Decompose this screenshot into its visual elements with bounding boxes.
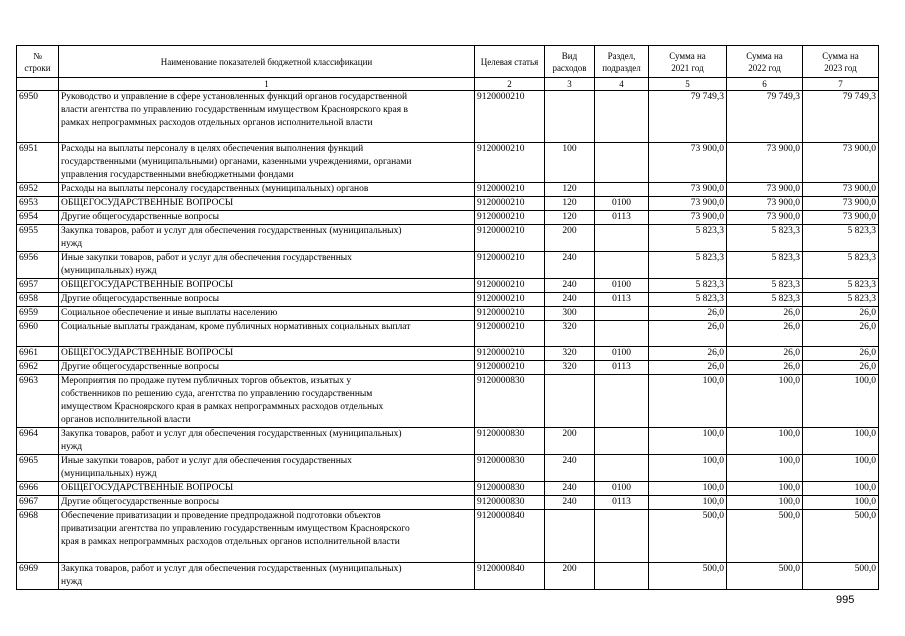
table-row <box>17 183 879 197</box>
indicator-name: Расходы на выплаты персоналу в целях обеспечения выполнения функций государственными (муниципальными) органами, казенными учреждениями, органами управления государственными внебюджетными фондами <box>59 143 475 183</box>
sum-2023: 100,0 <box>803 482 879 496</box>
row-number: 6953 <box>17 197 59 211</box>
section-subsection <box>595 183 649 197</box>
row-number: 6952 <box>17 183 59 197</box>
expense-kind: 320 <box>545 321 595 347</box>
sum-2023: 500,0 <box>803 563 879 590</box>
table-row <box>17 293 879 307</box>
sum-2022: 73 900,0 <box>727 183 803 197</box>
target-article: 9120000830 <box>475 482 545 496</box>
indicator-name: Закупка товаров, работ и услуг для обеспечения государственных (муниципальных) нужд <box>59 225 475 252</box>
section-subsection <box>595 143 649 183</box>
expense-kind: 240 <box>545 293 595 307</box>
row-number: 6966 <box>17 482 59 496</box>
sum-2021: 26,0 <box>649 307 727 321</box>
table-row <box>17 279 879 293</box>
target-article: 9120000830 <box>475 375 545 428</box>
section-subsection: 0113 <box>595 361 649 375</box>
sum-2023: 5 823,3 <box>803 279 879 293</box>
expense-kind: 200 <box>545 428 595 455</box>
target-article: 9120000210 <box>475 252 545 279</box>
expense-kind: 240 <box>545 455 595 482</box>
row-number: 6950 <box>17 91 59 143</box>
sum-2023: 73 900,0 <box>803 183 879 197</box>
column-number: 3 <box>545 78 595 91</box>
sum-2022: 79 749,3 <box>727 91 803 143</box>
target-article: 9120000210 <box>475 197 545 211</box>
expense-kind: 240 <box>545 482 595 496</box>
table-row <box>17 455 879 482</box>
sum-2021: 500,0 <box>649 563 727 590</box>
sum-2021: 26,0 <box>649 321 727 347</box>
table-row <box>17 428 879 455</box>
column-number: 5 <box>649 78 727 91</box>
target-article: 9120000210 <box>475 91 545 143</box>
table-row <box>17 252 879 279</box>
sum-2022: 5 823,3 <box>727 252 803 279</box>
indicator-name: ОБЩЕГОСУДАРСТВЕННЫЕ ВОПРОСЫ <box>59 482 475 496</box>
indicator-name: Социальное обеспечение и иные выплаты населению <box>59 307 475 321</box>
table-row <box>17 307 879 321</box>
target-article: 9120000840 <box>475 510 545 563</box>
section-subsection: 0100 <box>595 279 649 293</box>
sum-2021: 100,0 <box>649 428 727 455</box>
table-row <box>17 496 879 510</box>
sum-2022: 5 823,3 <box>727 293 803 307</box>
indicator-name: Другие общегосударственные вопросы <box>59 211 475 225</box>
row-number: 6956 <box>17 252 59 279</box>
section-subsection <box>595 321 649 347</box>
expense-kind: 320 <box>545 361 595 375</box>
row-number: 6954 <box>17 211 59 225</box>
sum-2022: 73 900,0 <box>727 211 803 225</box>
target-article: 9120000830 <box>475 428 545 455</box>
row-number: 6960 <box>17 321 59 347</box>
sum-2022: 500,0 <box>727 563 803 590</box>
sum-2021: 73 900,0 <box>649 197 727 211</box>
sum-2023: 26,0 <box>803 347 879 361</box>
section-subsection: 0113 <box>595 496 649 510</box>
budget-table <box>16 45 879 590</box>
section-subsection: 0100 <box>595 347 649 361</box>
column-number: 2 <box>475 78 545 91</box>
target-article: 9120000840 <box>475 563 545 590</box>
target-article: 9120000830 <box>475 496 545 510</box>
sum-2023: 5 823,3 <box>803 293 879 307</box>
column-number <box>17 78 59 91</box>
table-row <box>17 563 879 590</box>
section-subsection: 0100 <box>595 482 649 496</box>
target-article: 9120000210 <box>475 211 545 225</box>
expense-kind: 120 <box>545 197 595 211</box>
section-subsection <box>595 307 649 321</box>
column-number: 4 <box>595 78 649 91</box>
sum-2022: 26,0 <box>727 361 803 375</box>
indicator-name: Иные закупки товаров, работ и услуг для обеспечения государственных (муниципальных) нужд <box>59 252 475 279</box>
expense-kind: 240 <box>545 496 595 510</box>
target-article: 9120000830 <box>475 455 545 482</box>
table-row <box>17 211 879 225</box>
sum-2021: 73 900,0 <box>649 183 727 197</box>
sum-2021: 100,0 <box>649 375 727 428</box>
header-section: Раздел, подраздел <box>595 46 649 78</box>
sum-2023: 73 900,0 <box>803 197 879 211</box>
indicator-name: ОБЩЕГОСУДАРСТВЕННЫЕ ВОПРОСЫ <box>59 347 475 361</box>
sum-2021: 5 823,3 <box>649 279 727 293</box>
target-article: 9120000210 <box>475 143 545 183</box>
sum-2022: 100,0 <box>727 428 803 455</box>
sum-2022: 500,0 <box>727 510 803 563</box>
header-row-number: № строки <box>17 46 59 78</box>
sum-2021: 100,0 <box>649 482 727 496</box>
expense-kind: 120 <box>545 211 595 225</box>
sum-2021: 73 900,0 <box>649 211 727 225</box>
target-article: 9120000210 <box>475 279 545 293</box>
sum-2023: 73 900,0 <box>803 143 879 183</box>
sum-2022: 5 823,3 <box>727 225 803 252</box>
sum-2021: 500,0 <box>649 510 727 563</box>
expense-kind: 100 <box>545 143 595 183</box>
row-number: 6959 <box>17 307 59 321</box>
indicator-name: Расходы на выплаты персоналу государственных (муниципальных) органов <box>59 183 475 197</box>
expense-kind: 240 <box>545 252 595 279</box>
sum-2022: 5 823,3 <box>727 279 803 293</box>
indicator-name: ОБЩЕГОСУДАРСТВЕННЫЕ ВОПРОСЫ <box>59 197 475 211</box>
row-number: 6951 <box>17 143 59 183</box>
indicator-name: Другие общегосударственные вопросы <box>59 361 475 375</box>
sum-2021: 100,0 <box>649 496 727 510</box>
target-article: 9120000210 <box>475 307 545 321</box>
table-header-row <box>17 46 879 78</box>
sum-2022: 100,0 <box>727 375 803 428</box>
target-article: 9120000210 <box>475 183 545 197</box>
expense-kind: 200 <box>545 225 595 252</box>
row-number: 6961 <box>17 347 59 361</box>
target-article: 9120000210 <box>475 321 545 347</box>
indicator-name: Руководство и управление в сфере установленных функций органов государственной власти агентства по управлению государственным имуществом Красноярского края в рамках непрограммных расходов отдельных органов исполнительной власти <box>59 91 475 143</box>
page-number: 995 <box>836 594 855 606</box>
expense-kind: 120 <box>545 183 595 197</box>
section-subsection <box>595 428 649 455</box>
target-article: 9120000210 <box>475 293 545 307</box>
indicator-name: Закупка товаров, работ и услуг для обеспечения государственных (муниципальных) нужд <box>59 563 475 590</box>
sum-2023: 500,0 <box>803 510 879 563</box>
section-subsection <box>595 510 649 563</box>
header-sum-2023: Сумма на 2023 год <box>803 46 879 78</box>
indicator-name: Обеспечение приватизации и проведение предпродажной подготовки объектов приватизации агентства по управлению государственным имуществом Красноярского края в рамках непрограммных расходов отдельных органов исполнительной власти <box>59 510 475 563</box>
section-subsection <box>595 563 649 590</box>
sum-2022: 26,0 <box>727 347 803 361</box>
sum-2022: 100,0 <box>727 496 803 510</box>
indicator-name: Иные закупки товаров, работ и услуг для обеспечения государственных (муниципальных) нужд <box>59 455 475 482</box>
sum-2023: 5 823,3 <box>803 252 879 279</box>
sum-2023: 100,0 <box>803 375 879 428</box>
section-subsection: 0100 <box>595 197 649 211</box>
sum-2021: 5 823,3 <box>649 225 727 252</box>
sum-2023: 26,0 <box>803 321 879 347</box>
table-row <box>17 143 879 183</box>
sum-2022: 100,0 <box>727 455 803 482</box>
expense-kind: 300 <box>545 307 595 321</box>
target-article: 9120000210 <box>475 361 545 375</box>
section-subsection <box>595 455 649 482</box>
header-sum-2021: Сумма на 2021 год <box>649 46 727 78</box>
sum-2021: 5 823,3 <box>649 293 727 307</box>
sum-2023: 26,0 <box>803 307 879 321</box>
sum-2023: 100,0 <box>803 428 879 455</box>
row-number: 6965 <box>17 455 59 482</box>
indicator-name: Другие общегосударственные вопросы <box>59 293 475 307</box>
sum-2022: 73 900,0 <box>727 143 803 183</box>
row-number: 6962 <box>17 361 59 375</box>
sum-2023: 79 749,3 <box>803 91 879 143</box>
indicator-name: ОБЩЕГОСУДАРСТВЕННЫЕ ВОПРОСЫ <box>59 279 475 293</box>
header-sum-2022: Сумма на 2022 год <box>727 46 803 78</box>
row-number: 6968 <box>17 510 59 563</box>
sum-2023: 5 823,3 <box>803 225 879 252</box>
row-number: 6964 <box>17 428 59 455</box>
sum-2021: 79 749,3 <box>649 91 727 143</box>
indicator-name: Закупка товаров, работ и услуг для обеспечения государственных (муниципальных) нужд <box>59 428 475 455</box>
sum-2023: 26,0 <box>803 361 879 375</box>
table-row <box>17 197 879 211</box>
expense-kind <box>545 91 595 143</box>
sum-2021: 5 823,3 <box>649 252 727 279</box>
row-number: 6967 <box>17 496 59 510</box>
column-number: 7 <box>803 78 879 91</box>
header-target-article: Целевая статья <box>475 46 545 78</box>
section-subsection <box>595 252 649 279</box>
sum-2021: 26,0 <box>649 361 727 375</box>
expense-kind: 240 <box>545 279 595 293</box>
table-row <box>17 225 879 252</box>
target-article: 9120000210 <box>475 225 545 252</box>
table-row <box>17 510 879 563</box>
column-number: 1 <box>59 78 475 91</box>
table-body <box>17 91 879 590</box>
expense-kind <box>545 510 595 563</box>
row-number: 6969 <box>17 563 59 590</box>
sum-2022: 100,0 <box>727 482 803 496</box>
sum-2023: 73 900,0 <box>803 211 879 225</box>
sum-2021: 73 900,0 <box>649 143 727 183</box>
section-subsection: 0113 <box>595 211 649 225</box>
table-row <box>17 482 879 496</box>
sum-2021: 100,0 <box>649 455 727 482</box>
header-expense-kind: Вид расходов <box>545 46 595 78</box>
expense-kind: 200 <box>545 563 595 590</box>
table-row <box>17 321 879 347</box>
section-subsection: 0113 <box>595 293 649 307</box>
sum-2022: 26,0 <box>727 321 803 347</box>
table-row <box>17 347 879 361</box>
indicator-name: Социальные выплаты гражданам, кроме публичных нормативных социальных выплат <box>59 321 475 347</box>
expense-kind <box>545 375 595 428</box>
table-row <box>17 361 879 375</box>
sum-2021: 26,0 <box>649 347 727 361</box>
table-row <box>17 375 879 428</box>
indicator-name: Другие общегосударственные вопросы <box>59 496 475 510</box>
target-article: 9120000210 <box>475 347 545 361</box>
column-numbers-row <box>17 78 879 91</box>
header-name: Наименование показателей бюджетной классификации <box>59 46 475 78</box>
sum-2022: 26,0 <box>727 307 803 321</box>
section-subsection <box>595 225 649 252</box>
sum-2022: 73 900,0 <box>727 197 803 211</box>
sum-2023: 100,0 <box>803 455 879 482</box>
row-number: 6958 <box>17 293 59 307</box>
table-row <box>17 91 879 143</box>
indicator-name: Мероприятия по продаже путем публичных торгов объектов, изъятых у собственников по решению суда, агентства по управлению государственным имуществом Красноярского края в рамках непрограммных расходов отдельных органов исполнительной власти <box>59 375 475 428</box>
section-subsection <box>595 375 649 428</box>
row-number: 6957 <box>17 279 59 293</box>
expense-kind: 320 <box>545 347 595 361</box>
row-number: 6955 <box>17 225 59 252</box>
section-subsection <box>595 91 649 143</box>
column-number: 6 <box>727 78 803 91</box>
sum-2023: 100,0 <box>803 496 879 510</box>
row-number: 6963 <box>17 375 59 428</box>
